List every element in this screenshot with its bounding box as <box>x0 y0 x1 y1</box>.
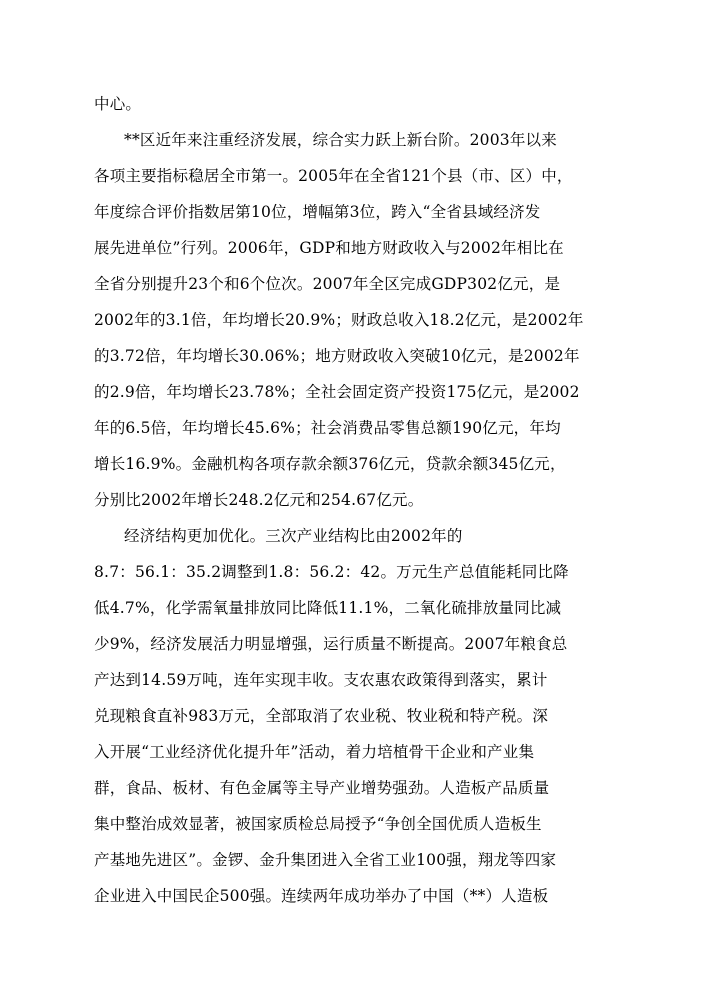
text-line: 产基地先进区”。金锣、金升集团进入全省工业100强，翔龙等四家 <box>94 851 557 869</box>
text-line: 的2.9倍，年均增长23.78%；全社会固定资产投资175亿元，是2002 <box>94 383 580 401</box>
text-line: 企业进入中国民企500强。连续两年成功举办了中国（**）人造板 <box>94 887 549 905</box>
paragraph-start-line: 经济结构更加优化。三次产业结构比由2002年的 <box>124 527 463 545</box>
text-line: 兑现粮食直补983万元，全部取消了农业税、牧业税和特产税。深 <box>94 707 549 725</box>
text-line: 增长16.9%。金融机构各项存款余额376亿元，贷款余额345亿元， <box>94 455 566 473</box>
text-line: 年的6.5倍，年均增长45.6%；社会消费品零售总额190亿元，年均 <box>94 419 561 437</box>
text-line: 各项主要指标稳居全市第一。2005年在全省121个县（市、区）中， <box>94 167 573 185</box>
paragraph-start-line: **区近年来注重经济发展，综合实力跃上新台阶。2003年以来 <box>124 131 557 149</box>
text-line: 8.7：56.1：35.2调整到1.8：56.2：42。万元生产总值能耗同比降 <box>94 563 569 581</box>
text-line: 的3.72倍，年均增长30.06%；地方财政收入突破10亿元，是2002年 <box>94 347 580 365</box>
text-line: 少9%，经济发展活力明显增强，运行质量不断提高。2007年粮食总 <box>94 635 568 653</box>
text-line: 产达到14.59万吨，连年实现丰收。支农惠农政策得到落实，累计 <box>94 671 548 689</box>
text-line: 低4.7%，化学需氧量排放同比降低11.1%，二氧化硫排放量同比减 <box>94 599 562 617</box>
text-line: 2002年的3.1倍，年均增长20.9%；财政总收入18.2亿元，是2002年 <box>94 311 584 329</box>
text-line: 展先进单位”行列。2006年，GDP和地方财政收入与2002年相比在 <box>94 239 564 257</box>
text-line: 年度综合评价指数居第10位，增幅第3位，跨入“全省县域经济发 <box>94 203 541 221</box>
text-line: 集中整治成效显著，被国家质检总局授予“争创全国优质人造板生 <box>94 815 542 833</box>
text-line: 中心。 <box>94 95 142 113</box>
text-line: 全省分别提升23个和6个位次。2007年全区完成GDP302亿元，是 <box>94 275 561 293</box>
text-line: 分别比2002年增长248.2亿元和254.67亿元。 <box>94 491 424 509</box>
text-line: 入开展“工业经济优化提升年”活动，着力培植骨干企业和产业集 <box>94 743 535 761</box>
text-line: 群，食品、板材、有色金属等主导产业增势强劲。人造板产品质量 <box>94 779 550 797</box>
